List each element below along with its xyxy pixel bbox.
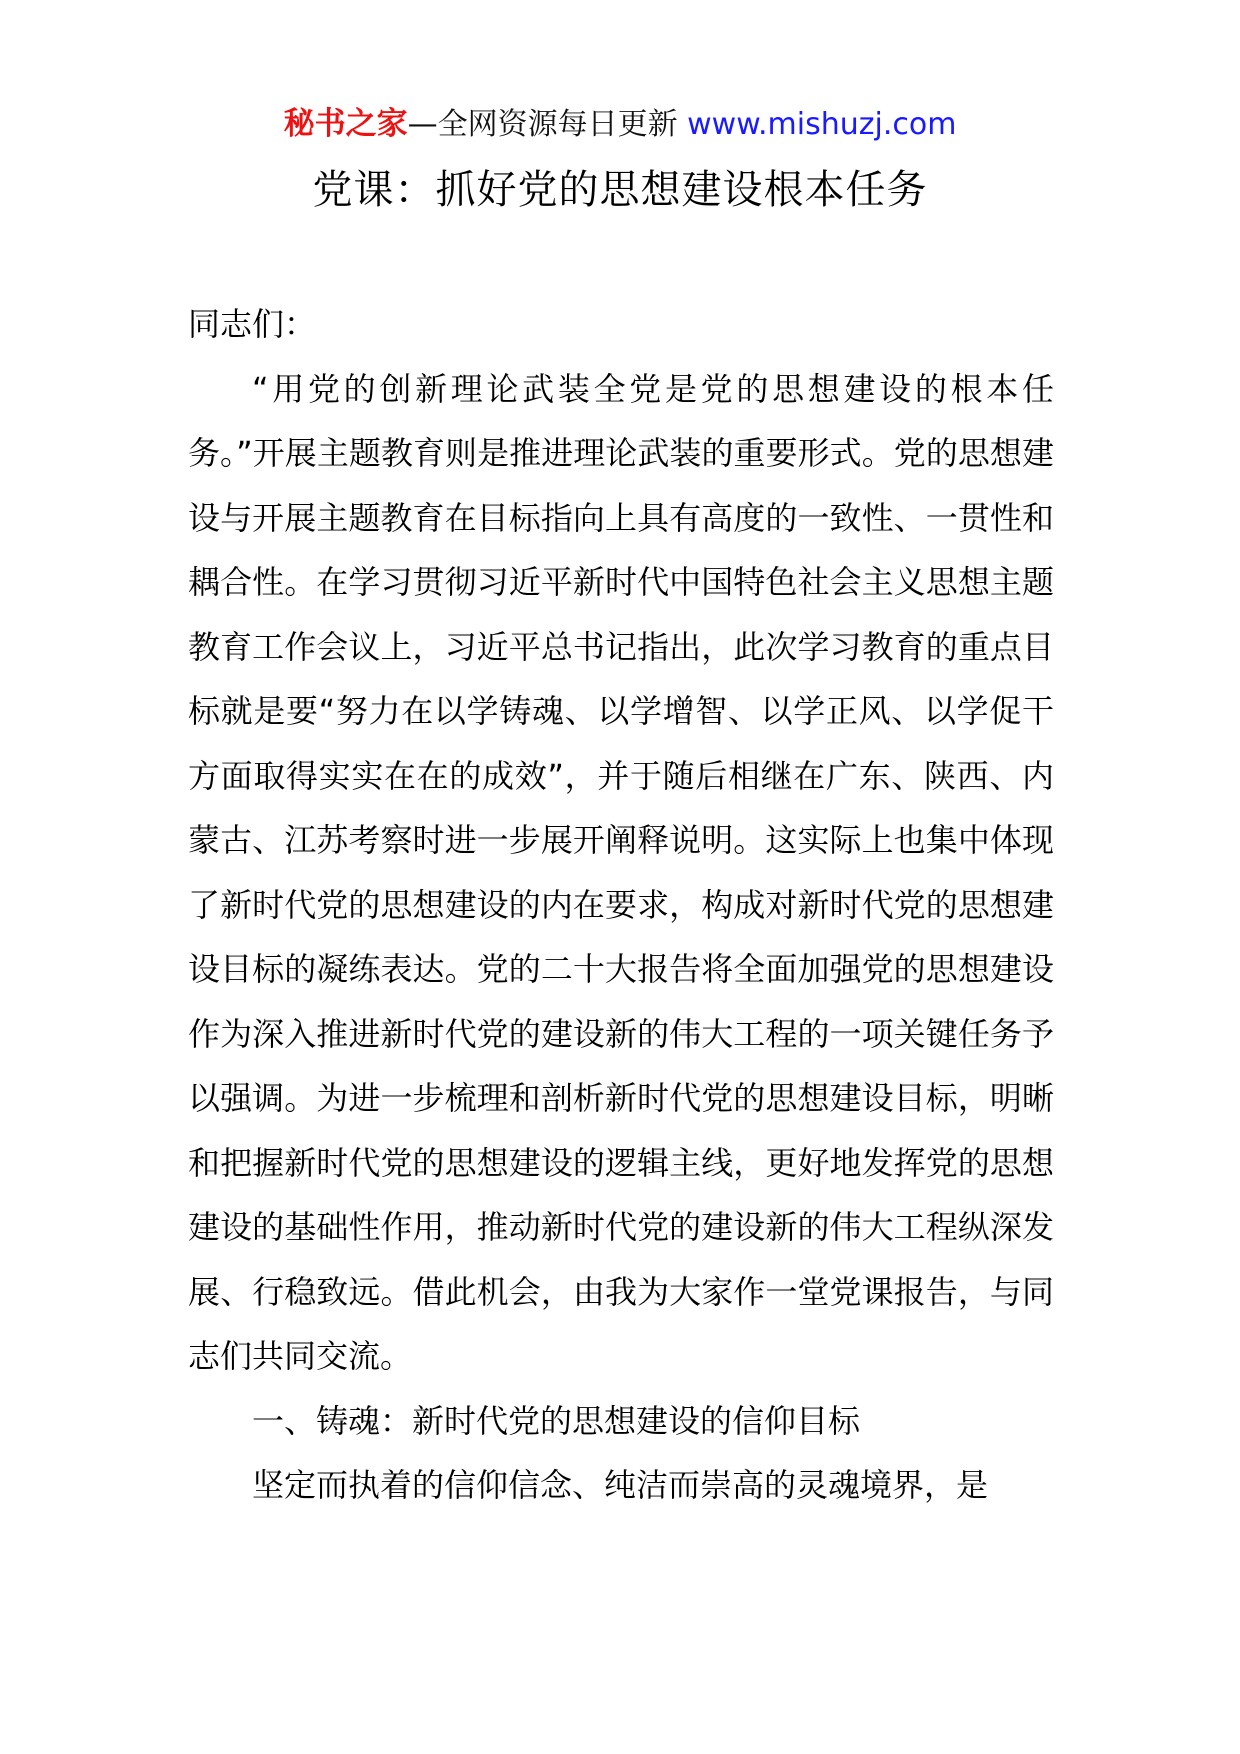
document-title: 党课：抓好党的思想建设根本任务 [312,167,928,213]
header-tagline: —全网资源每日更新 [407,107,688,142]
section-paragraph: 坚定而执着的信仰信念、纯洁而崇高的灵魂境界，是 [252,1466,989,1504]
site-header [0,102,1240,147]
section-heading: 一、铸魂：新时代党的思想建设的信仰目标 [252,1401,861,1440]
brand-name: 秘书之家 [283,106,408,142]
document-body [188,292,1054,1518]
salutation: 同志们： [188,305,317,343]
intro-paragraph: “用党的创新理论武装全党是党的思想建设的根本任务。”开展主题教育则是推进理论武装的重要形式。党的思想建设与开展主题教育在目标指向上具有高度的一致性、一贯性和耦合性。在学习贯彻习近平新时代中国特色社会主义思想主题教育工作会议上，习近平总书记指出，此次学习教育的重点目标就是要“努力在以学铸魂、以学增智、以学正风、以学促干方面取得实实在在的成效”，并于随后相继在广东、陕西、内蒙古、江苏考察时进一步展开阐释说明。这实际上也集中体现了新时代党的思想建设的内在要求，构成对新时代党的思想建设目标的凝练表达。党的二十大报告将全面加强党的思想建设作为深入推进新时代党的建设新的伟大工程的一项关键任务予以强调。为进一步梳理和剖析新时代党的思想建设目标，明晰和把握新时代党的思想建设的逻辑主线，更好地发挥党的思想建设的基础性作用，推动新时代党的建设新的伟大工程纵深发展、行稳致远。借此机会，由我为大家作一堂党课报告，与同志们共同交流。 [188,369,1054,1375]
site-url-link[interactable]: www.mishuzj.com [687,107,957,142]
